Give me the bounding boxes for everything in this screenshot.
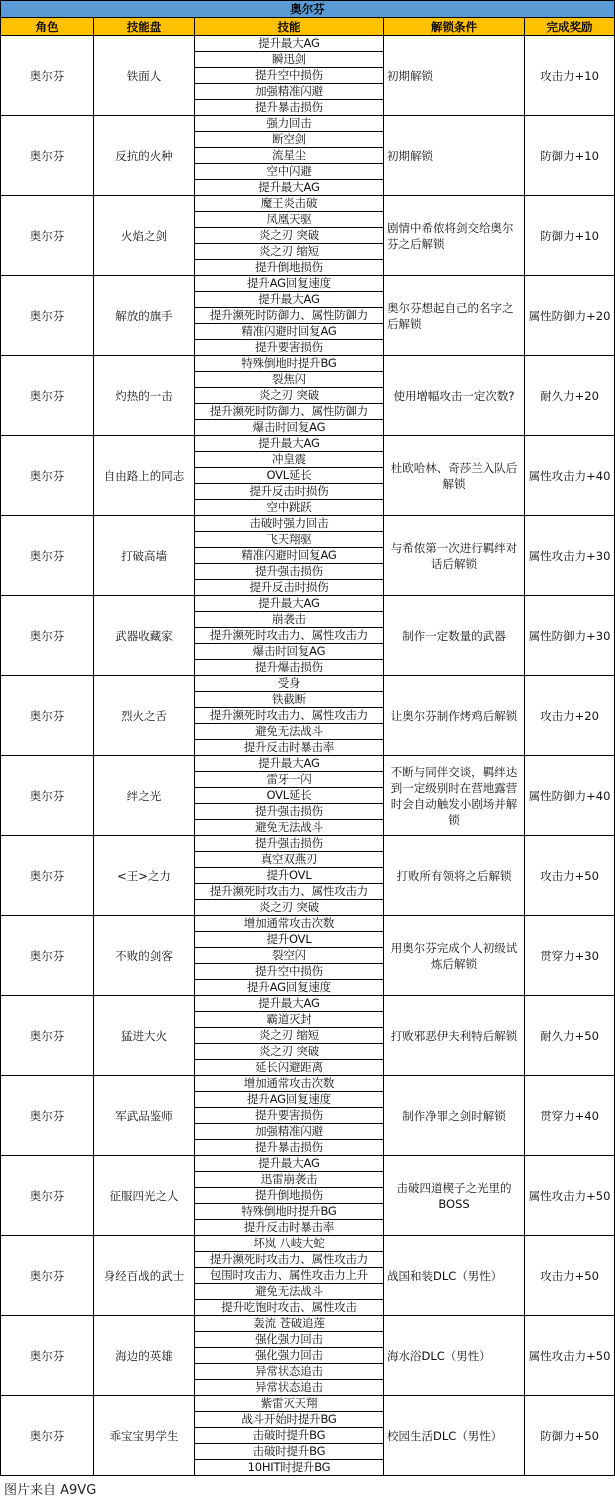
skill-cell: 提升强击损伤 [195,836,384,852]
header-reward: 完成奖励 [525,18,615,36]
skill-cell: 提升倒地损伤 [195,1188,384,1204]
skill-cell: 空中闪避 [195,164,384,180]
skill-cell: OVL延长 [195,468,384,484]
reward-cell: 耐久力+20 [525,356,615,436]
skill-cell: 提升AG回复速度 [195,1092,384,1108]
skill-cell: 紫雷灭天翔 [195,1396,384,1412]
unlock-condition-cell: 杜欧哈林、奇莎兰入队后解锁 [384,436,525,516]
skill-cell: 增加通常攻击次数 [195,1076,384,1092]
skill-cell: 迅雷崩袭击 [195,1172,384,1188]
reward-cell: 属性攻击力+50 [525,1156,615,1236]
skill-cell: 特殊倒地时提升BG [195,356,384,372]
character-cell: 奥尔芬 [1,676,94,756]
skill-cell: 提升强击损伤 [195,804,384,820]
table-title-row [1,1,615,18]
table-body [1,36,615,1476]
reward-cell: 属性防御力+30 [525,596,615,676]
character-cell: 奥尔芬 [1,1316,94,1396]
skill-cell: 飞天翔驱 [195,532,384,548]
table-row [1,756,615,772]
skill-cell: 击破时提升BG [195,1444,384,1460]
skill-cell: 提升最大AG [195,756,384,772]
skill-cell: 10HIT时提升BG [195,1460,384,1476]
skill-cell: 提升OVL [195,932,384,948]
skill-cell: 提升最大AG [195,996,384,1012]
skill-cell: 避免无法战斗 [195,1284,384,1300]
table-row [1,1396,615,1412]
skill-cell: 避免无法战斗 [195,820,384,836]
table-row [1,996,615,1012]
skill-wheel-cell: 军武品鉴师 [94,1076,195,1156]
reward-cell: 攻击力+10 [525,36,615,116]
character-cell: 奥尔芬 [1,1156,94,1236]
header-character: 角色 [1,18,94,36]
skill-cell: 裂焦闪 [195,372,384,388]
character-cell: 奥尔芬 [1,516,94,596]
unlock-condition-cell: 制作净罪之剑时解锁 [384,1076,525,1156]
reward-cell: 贯穿力+40 [525,1076,615,1156]
skill-cell: 提升最大AG [195,596,384,612]
skill-cell: 铁截断 [195,692,384,708]
reward-cell: 攻击力+50 [525,1236,615,1316]
skill-cell: 炎之刃 突破 [195,900,384,916]
unlock-condition-cell: 战国和装DLC（男性） [384,1236,525,1316]
reward-cell: 属性攻击力+50 [525,1316,615,1396]
skill-cell: 提升要害损伤 [195,1108,384,1124]
unlock-condition-cell: 初期解锁 [384,116,525,196]
skill-cell: 避免无法战斗 [195,724,384,740]
skill-cell: 特殊倒地时提升BG [195,1204,384,1220]
character-cell: 奥尔芬 [1,1236,94,1316]
unlock-condition-cell: 打败邪恶伊夫利特后解锁 [384,996,525,1076]
skill-wheel-cell: 猛进大火 [94,996,195,1076]
character-cell: 奥尔芬 [1,1396,94,1476]
skill-cell: 提升AG回复速度 [195,980,384,996]
skill-cell: 冲皇震 [195,452,384,468]
skill-cell: 提升最大AG [195,180,384,196]
skill-cell: 强力回击 [195,116,384,132]
skill-cell: 增加通常攻击次数 [195,916,384,932]
skill-wheel-cell: 解放的旗手 [94,276,195,356]
skill-cell: 击破时强力回击 [195,516,384,532]
skill-cell: 提升濒死时攻击力、属性攻击力 [195,884,384,900]
skill-wheel-cell: 绊之光 [94,756,195,836]
table-row [1,836,615,852]
skill-cell: 坏岚 八岐大蛇 [195,1236,384,1252]
reward-cell: 防御力+10 [525,116,615,196]
reward-cell: 贯穿力+30 [525,916,615,996]
character-cell: 奥尔芬 [1,116,94,196]
skill-cell: 提升最大AG [195,36,384,52]
table-row [1,916,615,932]
skill-cell: 爆击时回复AG [195,420,384,436]
unlock-condition-cell: 用奥尔芬完成个人初级试炼后解锁 [384,916,525,996]
skill-cell: 精准闪避时回复AG [195,324,384,340]
unlock-condition-cell: 让奥尔芬制作烤鸡后解锁 [384,676,525,756]
skill-cell: 提升OVL [195,868,384,884]
table-row [1,436,615,452]
unlock-condition-cell: 奥尔芬想起自己的名字之后解锁 [384,276,525,356]
skill-wheel-cell: 自由路上的同志 [94,436,195,516]
table-row [1,1236,615,1252]
table-row [1,1156,615,1172]
reward-cell: 属性攻击力+30 [525,516,615,596]
skill-cell: 提升空中损伤 [195,964,384,980]
skill-cell: 真空双燕刃 [195,852,384,868]
table-row [1,1316,615,1332]
skill-cell: 霸道灭封 [195,1012,384,1028]
character-cell: 奥尔芬 [1,756,94,836]
skill-cell: 强化强力回击 [195,1348,384,1364]
skill-cell: 提升反击时损伤 [195,484,384,500]
skill-cell: 战斗开始时提升BG [195,1412,384,1428]
skill-cell: 提升濒死时防御力、属性防御力 [195,404,384,420]
character-cell: 奥尔芬 [1,596,94,676]
skill-cell: 炎之刃 缩短 [195,1028,384,1044]
skill-cell: 提升濒死时攻击力、属性攻击力 [195,628,384,644]
table-row [1,196,615,212]
skill-cell: 炎之刃 突破 [195,228,384,244]
skill-cell: 提升暴击损伤 [195,1140,384,1156]
skill-cell: 提升暴击损伤 [195,100,384,116]
character-cell: 奥尔芬 [1,436,94,516]
reward-cell: 属性攻击力+40 [525,436,615,516]
skill-cell: 凤凰天驱 [195,212,384,228]
skill-wheel-cell: 铁面人 [94,36,195,116]
skill-cell: 炎之刃 突破 [195,1044,384,1060]
reward-cell: 属性防御力+40 [525,756,615,836]
unlock-condition-cell: 校园生活DLC（男性） [384,1396,525,1476]
table-row [1,1076,615,1092]
skill-cell: 提升濒死时防御力、属性防御力 [195,308,384,324]
skill-cell: 爆击时回复AG [195,644,384,660]
table-row [1,356,615,372]
skill-cell: 空中跳跃 [195,500,384,516]
reward-cell: 防御力+10 [525,196,615,276]
unlock-condition-cell: 不断与同伴交谈，羁绊达到一定级别时在营地露营时会自动触发小剧场并解锁 [384,756,525,836]
watermark: 图片来自 A9VG [4,1483,97,1498]
skill-wheel-cell: 征服四光之人 [94,1156,195,1236]
skill-cell: 崩袭击 [195,612,384,628]
skill-cell: 提升濒死时攻击力、属性攻击力 [195,1252,384,1268]
skill-cell: 轰流 苍破追莲 [195,1316,384,1332]
skill-wheel-cell: 灼热的一击 [94,356,195,436]
skill-cell: 提升强击损伤 [195,564,384,580]
skill-wheel-cell: 火焰之剑 [94,196,195,276]
skill-wheel-cell: 反抗的火种 [94,116,195,196]
skill-cell: 瞬迅剑 [195,52,384,68]
table-header-row [1,18,615,36]
skill-cell: 提升要害损伤 [195,340,384,356]
header-skill-wheel: 技能盘 [94,18,195,36]
skill-wheel-cell: 乖宝宝男学生 [94,1396,195,1476]
skill-cell: 断空剑 [195,132,384,148]
table-row [1,596,615,612]
skill-cell: 异常状态追击 [195,1380,384,1396]
skill-wheel-cell: 烈火之舌 [94,676,195,756]
skill-cell: 雷牙一闪 [195,772,384,788]
skill-cell: 提升吃饱时攻击、属性攻击 [195,1300,384,1316]
character-cell: 奥尔芬 [1,196,94,276]
table-row [1,116,615,132]
header-unlock-condition: 解锁条件 [384,18,525,36]
table-row [1,36,615,52]
reward-cell: 攻击力+20 [525,676,615,756]
skill-cell: 提升倒地损伤 [195,260,384,276]
unlock-condition-cell: 初期解锁 [384,36,525,116]
skill-cell: 炎之刃 突破 [195,388,384,404]
skill-wheel-cell: <王>之力 [94,836,195,916]
skill-cell: 加强精准闪避 [195,1124,384,1140]
skill-wheel-cell: 打破高墙 [94,516,195,596]
unlock-condition-cell: 与希侬第一次进行羁绊对话后解锁 [384,516,525,596]
character-cell: 奥尔芬 [1,1076,94,1156]
skill-cell: 提升空中损伤 [195,68,384,84]
character-cell: 奥尔芬 [1,916,94,996]
table-row [1,516,615,532]
skill-cell: 强化强力回击 [195,1332,384,1348]
skill-cell: 提升反击时暴击率 [195,1220,384,1236]
skill-cell: 提升最大AG [195,436,384,452]
character-cell: 奥尔芬 [1,36,94,116]
skill-cell: 提升AG回复速度 [195,276,384,292]
skill-cell: 加强精准闪避 [195,84,384,100]
skill-cell: 提升最大AG [195,1156,384,1172]
reward-cell: 属性防御力+20 [525,276,615,356]
skill-wheel-cell: 海边的英雄 [94,1316,195,1396]
skill-cell: 延长闪避距离 [195,1060,384,1076]
skill-cell: 受身 [195,676,384,692]
unlock-condition-cell: 打败所有领将之后解锁 [384,836,525,916]
table-title: 奥尔芬 [1,1,615,18]
skill-cell: 炎之刃 缩短 [195,244,384,260]
reward-cell: 耐久力+50 [525,996,615,1076]
skill-cell: 精准闪避时回复AG [195,548,384,564]
unlock-condition-cell: 剧情中希侬将剑交给奥尔芬之后解锁 [384,196,525,276]
table-row [1,676,615,692]
unlock-condition-cell: 使用增幅攻击一定次数? [384,356,525,436]
skill-cell: 提升反击时暴击率 [195,740,384,756]
skill-cell: 提升濒死时攻击力、属性攻击力 [195,708,384,724]
skill-cell: 裂空闪 [195,948,384,964]
unlock-condition-cell: 制作一定数量的武器 [384,596,525,676]
skill-cell: 击破时提升BG [195,1428,384,1444]
skill-cell: 提升爆击损伤 [195,660,384,676]
skill-cell: 提升反击时损伤 [195,580,384,596]
skill-wheel-cell: 武器收藏家 [94,596,195,676]
reward-cell: 防御力+50 [525,1396,615,1476]
character-cell: 奥尔芬 [1,276,94,356]
skill-wheel-cell: 身经百战的武士 [94,1236,195,1316]
skill-cell: 包围时攻击力、属性攻击力上升 [195,1268,384,1284]
unlock-condition-cell: 海水浴DLC（男性） [384,1316,525,1396]
skill-wheel-cell: 不败的剑客 [94,916,195,996]
skill-cell: 异常状态追击 [195,1364,384,1380]
skill-cell: 流星尘 [195,148,384,164]
skill-cell: 提升最大AG [195,292,384,308]
table-row [1,276,615,292]
reward-cell: 攻击力+50 [525,836,615,916]
character-cell: 奥尔芬 [1,836,94,916]
character-cell: 奥尔芬 [1,356,94,436]
character-cell: 奥尔芬 [1,996,94,1076]
skill-cell: 魔王炎击破 [195,196,384,212]
unlock-condition-cell: 击破四道楔子之光里的BOSS [384,1156,525,1236]
header-skills: 技能 [195,18,384,36]
skill-cell: OVL延长 [195,788,384,804]
